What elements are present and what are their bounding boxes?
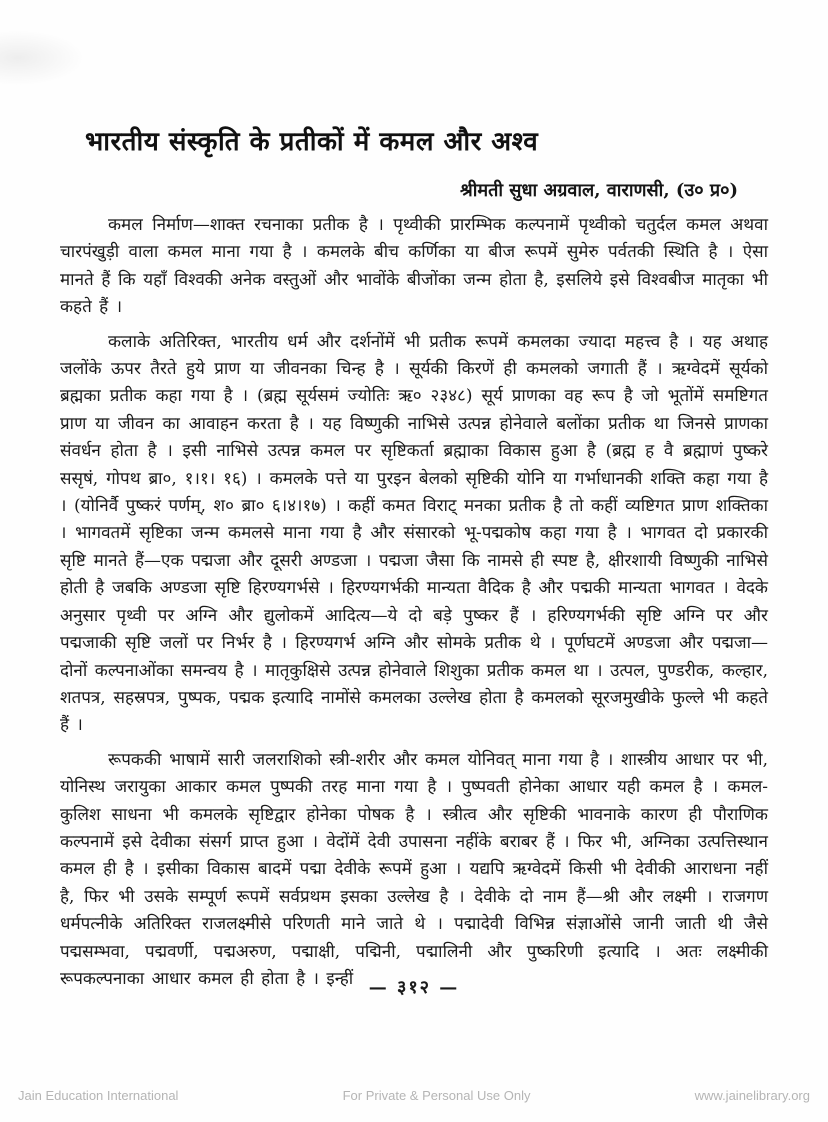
footer-website-label: www.jainelibrary.org <box>694 1088 810 1103</box>
page-number: — ३१२ — <box>368 977 460 998</box>
article-title: भारतीय संस्कृति के प्रतीकों में कमल और अश्व <box>85 127 539 157</box>
body-paragraph-3: रूपककी भाषामें सारी जलराशिको स्त्री-शरीर और कमल योनिवत् माना गया है । शास्त्रीय आधार पर भी, योनिस्थ जरायुका आकार कमल पुष्पकी तरह माना गया है । पुष्पवती होनेका आधार यही कमल है । कमल-कुलिश साधना भी कमलके सृष्टिद्वार होनेका पोषक है । स्त्रीत्व और सृष्टिकी भावनाके कारण ही पौराणिक कल्पनामें इसे देवीका संसर्ग प्राप्त हुआ । वेदोंमें देवी उपासना नहींके बराबर हैं । फिर भी, अग्निका उत्पत्तिस्थान कमल ही है । इसीका विकास बादमें पद्मा देवीके रूपमें हुआ । यद्यपि ऋग्वेदमें किसी भी देवीकी आराधना नहीं है, फिर भी उसके सम्पूर्ण रूपमें सर्वप्रथम इसका उल्लेख है । देवीके दो नाम हैं—श्री और लक्ष्मी । राजगण धर्मपत्नीके अतिरिक्त राजलक्ष्मीसे परिणती माने जाते थे । पद्मादेवी विभिन्न संज्ञाओंसे जानी जाती थी जैसे पद्मसम्भवा, पद्मवर्णी, पद्मअरुण, पद्माक्षी, पद्मिनी, पद्मालिनी और पुष्करिणी इत्यादि । अतः लक्ष्मीकी रूपकल्पनाका आधार कमल ही होता है । इन्हीं <box>60 749 768 989</box>
scan-smudge <box>0 28 90 88</box>
article-body <box>60 212 768 1000</box>
footer-usage-notice: For Private & Personal Use Only <box>342 1088 531 1103</box>
author-byline: श्रीमती सुधा अग्रवाल, वाराणसी, (उ० प्र०) <box>459 180 738 201</box>
footer-publisher-label: Jain Education International <box>18 1088 179 1103</box>
body-paragraph-2: कलाके अतिरिक्त, भारतीय धर्म और दर्शनोंमें भी प्रतीक रूपमें कमलका ज्यादा महत्त्व है । यह अथाह जलोंके ऊपर तैरते हुये प्राण या जीवनका चिन्ह है । सूर्यकी किरणें ही कमलको जगाती हैं । ऋग्वेदमें सूर्यको ब्रह्मका प्रतीक कहा गया है । (ब्रह्म सूर्यसमं ज्योतिः ऋ० २३४८) सूर्य प्राणका वह रूप है जो भूतोंमें समष्टिगत प्राण या जीवन का आवाहन करता है । यह विष्णुकी नाभिसे उत्पन्न होनेवाले बलोंका प्रतीक था जिनसे प्राणका संवर्धन होता है । इसी नाभिसे उत्पन्न कमल पर सृष्टिकर्ता ब्रह्माका विकास हुआ है (ब्रह्म ह वै ब्रह्माणं पुष्करे ससृषं, गोपथ ब्रा०, १।१। १६) । कमलके पत्ते या पुरइन बेलको सृष्टिकी योनि या गर्भाधानकी शक्ति कहा गया है । (योनिर्वै पुष्करं पर्णम्, श० ब्रा० ६।४।१७) । कहीं कमत विराट् मनका प्रतीक है तो कहीं व्यष्टिगत प्राण शक्तिका । भागवतमें सृष्टिका जन्म कमलसे माना गया है और संसारको भू-पद्मकोष कहा गया है । भागवत दो प्रकारकी सृष्टि मानते हैं—एक पद्मजा और दूसरी अण्डजा । पद्मजा जैसा कि नामसे ही स्पष्ट है, क्षीरशायी विष्णुकी नाभिसे होती है जबकि अण्डजा सृष्टि हिरण्यगर्भसे । हिरण्यगर्भकी मान्यता वैदिक है और पद्मकी मान्यता भागवत । वेदके अनुसार पृथ्वी पर अग्नि और द्युलोकमें आदित्य—ये दो बड़े पुष्कर हैं । हरिण्यगर्भकी सृष्टि अग्नि पर और पद्मजाकी सृष्टि जलों पर निर्भर है । हिरण्यगर्भ अग्नि और सोमके प्रतीक थे । पूर्णघटमें अण्डजा और पद्मजा—दोनों कल्पनाओंका समन्वय है । मातृकुक्षिसे उत्पन्न होनेवाले शिशुका प्रतीक कमल था । उत्पल, पुण्डरीक, कल्हार, शतपत्र, सहस्रपत्र, पुष्पक, पद्मक इत्यादि नामोंसे कमलका उल्लेख होता है कमलको सूरजमुखीके फुल्ले भी कहते हैं । <box>60 331 768 736</box>
body-paragraph-1: कमल निर्माण—शाक्त रचनाका प्रतीक है । पृथ्वीकी प्रारम्भिक कल्पनामें पृथ्वीको चतुर्दल कमल अथवा चारपंखुड़ी वाला कमल माना गया है । कमलके बीच कर्णिका या बीज रूपमें सुमेरु पर्वतकी स्थिति है । ऐसा मानते हैं कि यहाँ विश्वकी अनेक वस्तुओं और भावोंके बीजोंका जन्म होता है, इसलिये इसे विश्वबीज मातृका भी कहते हैं । <box>60 215 768 318</box>
digitization-footer <box>0 1088 828 1103</box>
